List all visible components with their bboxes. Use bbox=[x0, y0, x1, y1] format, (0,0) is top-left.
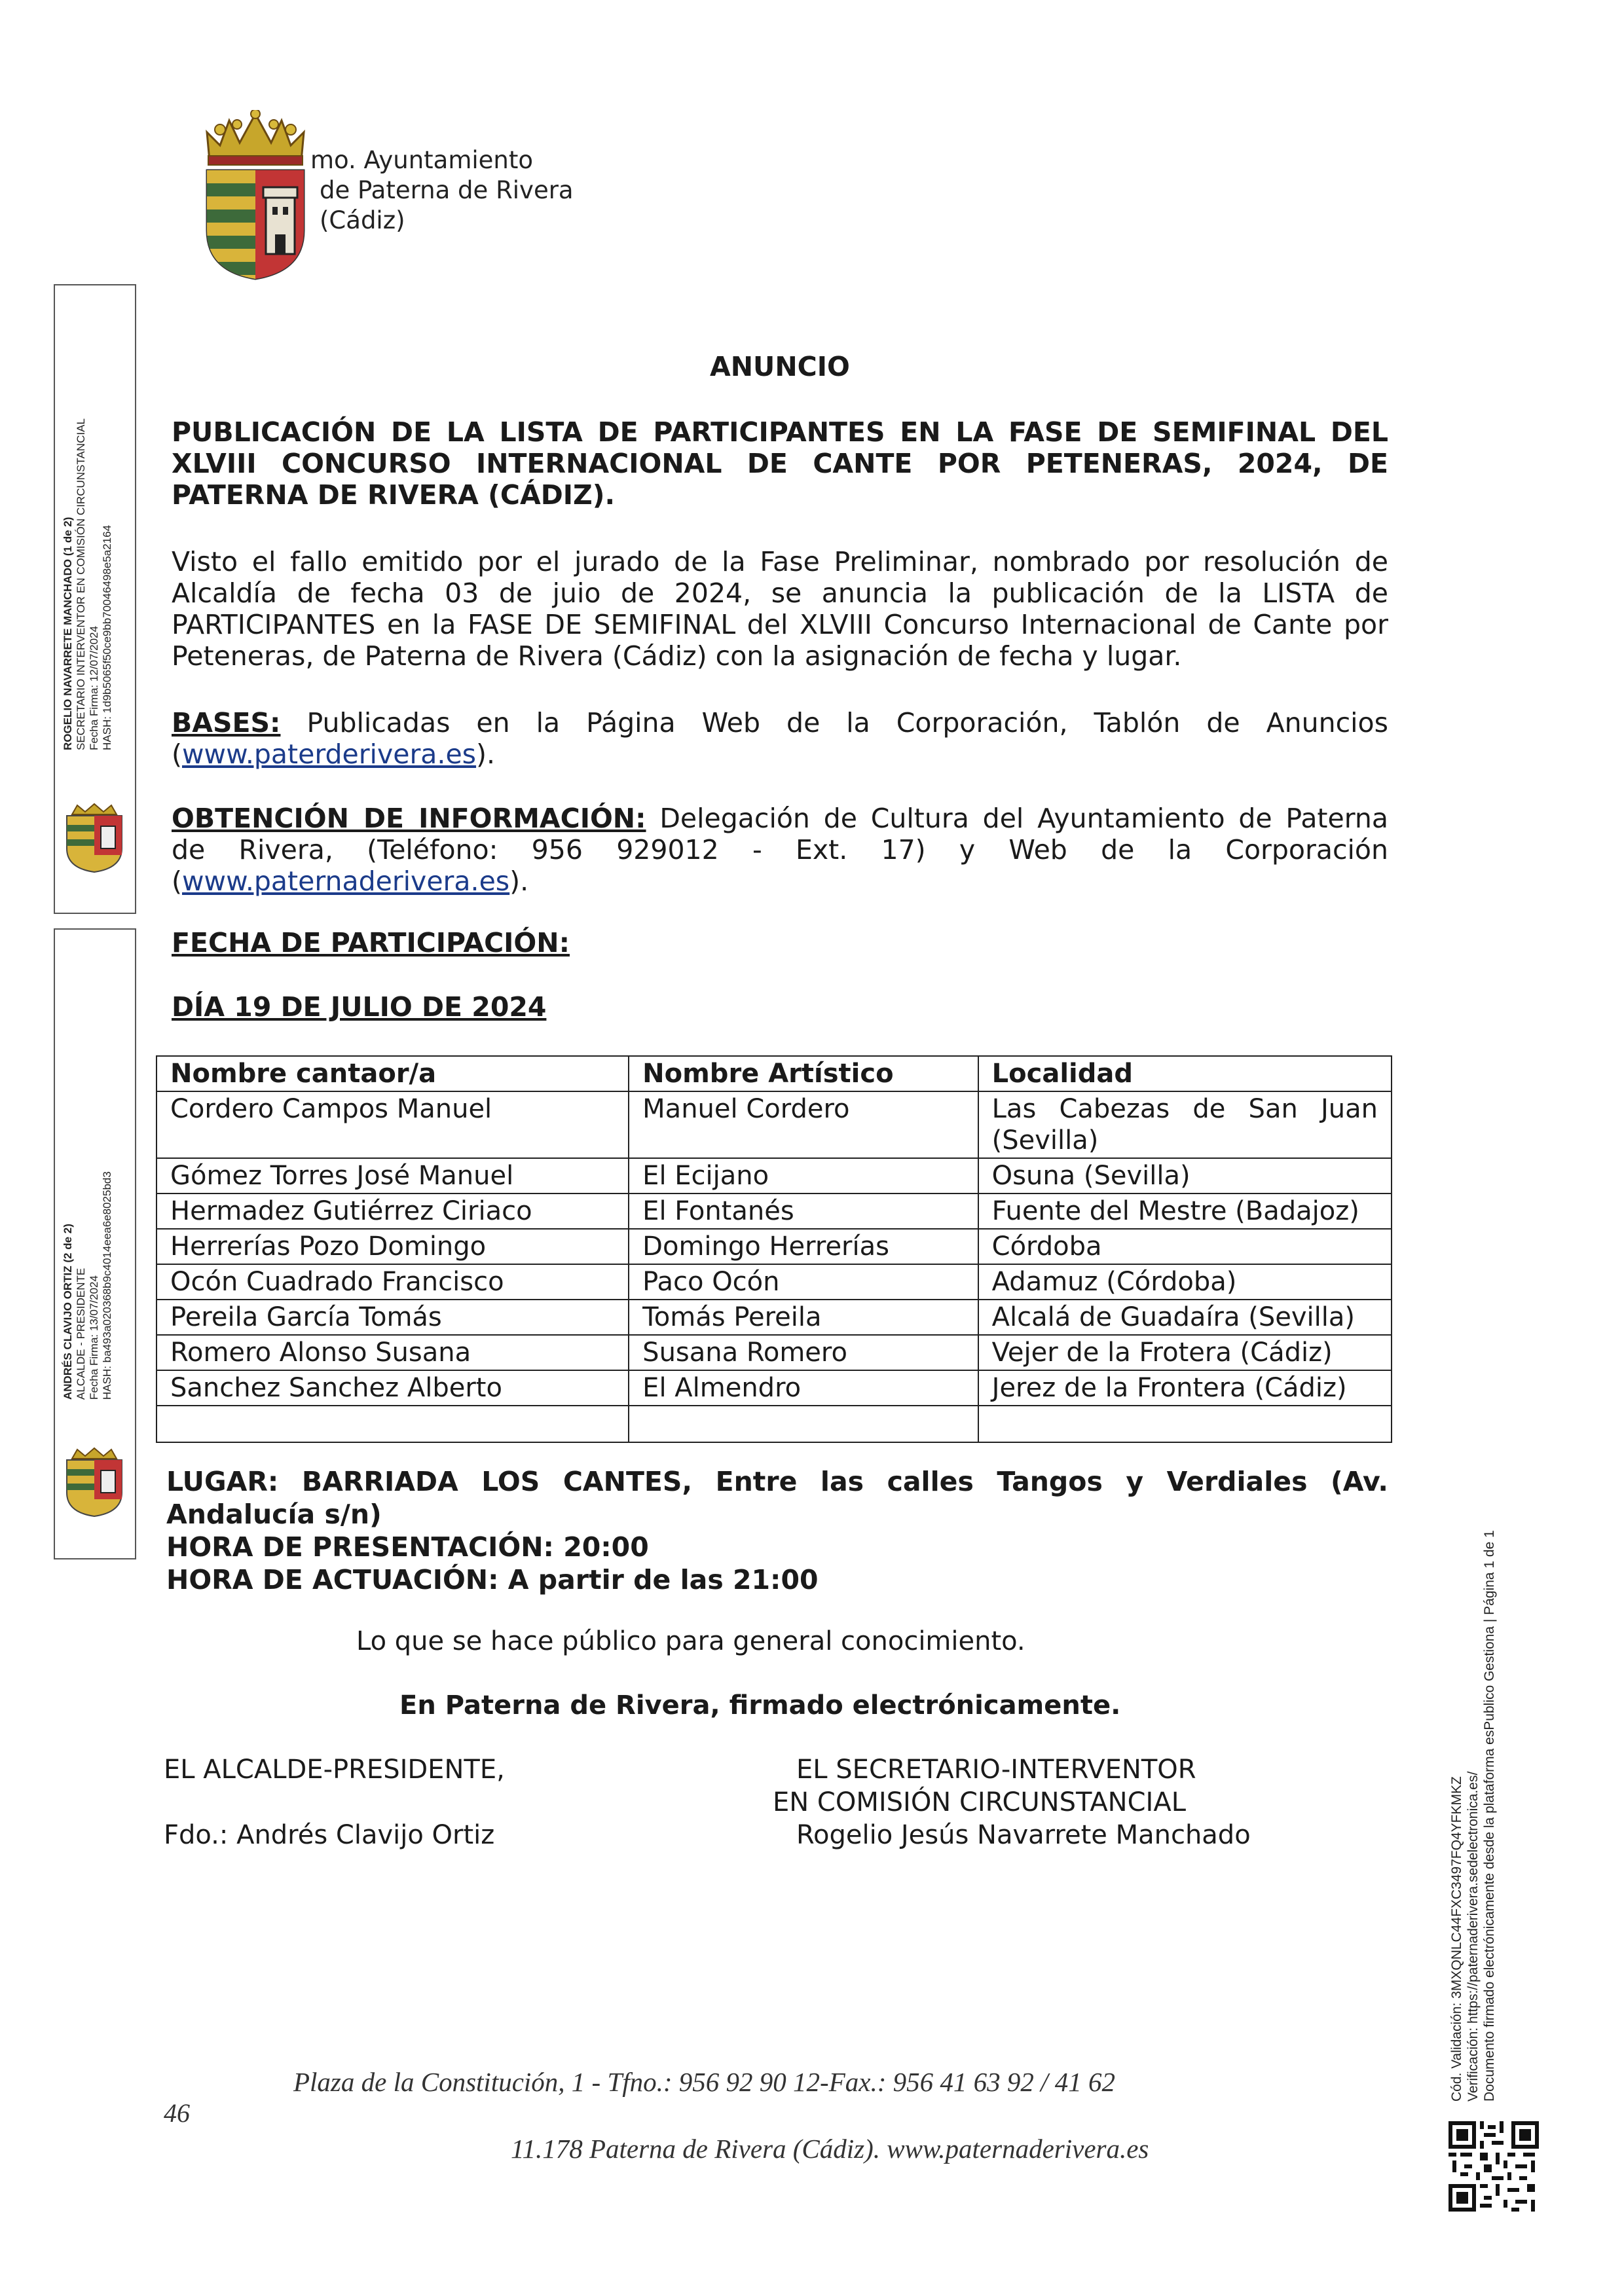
hora-presentacion: HORA DE PRESENTACIÓN: 20:00 bbox=[166, 1531, 649, 1563]
signature-right bbox=[773, 1753, 1251, 1851]
signature-left bbox=[164, 1753, 505, 1851]
heading-line-2: XLVIII CONCURSO INTERNACIONAL DE CANTE POR PETENERAS, 2024, DE bbox=[172, 448, 1388, 479]
header-line-3: (Cádiz) bbox=[320, 206, 405, 234]
header-line-1: mo. Ayuntamiento bbox=[310, 146, 534, 174]
signature-seal-icon bbox=[62, 1447, 127, 1519]
castle-tower-icon bbox=[263, 187, 297, 254]
info-label: OBTENCIÓN DE INFORMACIÓN: bbox=[172, 803, 646, 834]
table-row: Ocón Cuadrado Francisco Paco Ocón Adamuz (Córdoba) bbox=[157, 1264, 1392, 1300]
header-artistico: Nombre Artístico bbox=[629, 1056, 978, 1091]
intro-line-3: PARTICIPANTES en la FASE DE SEMIFINAL del XLVIII Concurso Internacional de Cante por bbox=[172, 609, 1388, 640]
hora-actuacion: HORA DE ACTUACIÓN: A partir de las 21:00 bbox=[166, 1564, 819, 1595]
participants-table bbox=[156, 1055, 1392, 1443]
validation-url: Verificación: https://paternaderivera.sedelectronica.es/ bbox=[1466, 1771, 1481, 2102]
secretario-role-1: EL SECRETARIO-INTERVENTOR bbox=[796, 1755, 1196, 1785]
dia-label: DÍA 19 DE JULIO DE 2024 bbox=[172, 991, 547, 1023]
info-text-1: Delegación de Cultura del Ayuntamiento de Paterna bbox=[659, 803, 1388, 834]
validation-platform: Documento firmado electrónicamente desde la plataforma esPublico Gestiona | Página 1 de 1 bbox=[1482, 1530, 1497, 2102]
stamp-2-role: ALCALDE - PRESIDENTE bbox=[75, 1267, 87, 1400]
table-row: Herrerías Pozo Domingo Domingo Herrerías Córdoba bbox=[157, 1229, 1392, 1264]
page-number: 46 bbox=[164, 2098, 190, 2128]
heading-line-1: PUBLICACIÓN DE LA LISTA DE PARTICIPANTES EN LA FASE DE SEMIFINAL DEL bbox=[172, 416, 1388, 448]
intro-line-2: Alcaldía de fecha 03 de juio de 2024, se anuncia la publicación de la LISTA de bbox=[172, 577, 1388, 609]
announcement-heading bbox=[172, 416, 1388, 511]
stamp-1-name: ROGELIO NAVARRETE MANCHADO (1 de 2) bbox=[62, 517, 74, 750]
table-row: Sanchez Sanchez Alberto El Almendro Jerez de la Frontera (Cádiz) bbox=[157, 1370, 1392, 1406]
alcalde-name: Fdo.: Andrés Clavijo Ortiz bbox=[164, 1820, 495, 1850]
bases-label: BASES: bbox=[172, 707, 281, 738]
table-row: Romero Alonso Susana Susana Romero Vejer de la Frotera (Cádiz) bbox=[157, 1335, 1392, 1370]
table-row: Hermadez Gutiérrez Ciriaco El Fontanés Fuente del Mestre (Badajoz) bbox=[157, 1194, 1392, 1229]
bases-paragraph: BASES: Publicadas en la Página Web de la Corporación, Tablón de Anuncios (www.paterderivera.es). bbox=[172, 707, 1388, 770]
table-row: Pereila García Tomás Tomás Pereila Alcalá de Guadaíra (Sevilla) bbox=[157, 1300, 1392, 1335]
intro-paragraph bbox=[172, 546, 1388, 672]
publico-text: Lo que se hace público para general conocimiento. bbox=[356, 1626, 1025, 1656]
table-row: Cordero Campos Manuel Manuel Cordero Las Cabezas de San Juan (Sevilla) bbox=[157, 1091, 1392, 1158]
table-header-row bbox=[157, 1056, 1392, 1091]
footer-city: 11.178 Paterna de Rivera (Cádiz). www.paternaderivera.es bbox=[511, 2134, 1149, 2164]
qr-code-icon bbox=[1449, 2121, 1539, 2212]
table-row: Gómez Torres José Manuel El Ecijano Osuna (Sevilla) bbox=[157, 1158, 1392, 1194]
intro-line-1: Visto el fallo emitido por el jurado de la Fase Preliminar, nombrado por resolución de bbox=[172, 546, 1388, 577]
secretario-name: Rogelio Jesús Navarrete Manchado bbox=[796, 1820, 1251, 1850]
coat-of-arms-icon bbox=[200, 110, 310, 282]
alcalde-role: EL ALCALDE-PRESIDENTE, bbox=[164, 1755, 505, 1785]
validation-text bbox=[1449, 1530, 1498, 2102]
firmado-text: En Paterna de Rivera, firmado electrónicamente. bbox=[399, 1690, 1121, 1721]
fecha-label: FECHA DE PARTICIPACIÓN: bbox=[172, 927, 570, 958]
header-line-2: de Paterna de Rivera bbox=[320, 176, 574, 204]
lugar-line-2: Andalucía s/n) bbox=[166, 1499, 382, 1530]
secretario-role-2: EN COMISIÓN CIRCUNSTANCIAL bbox=[773, 1787, 1186, 1817]
header-nombre: Nombre cantaor/a bbox=[157, 1056, 629, 1091]
validation-code: Cód. Validación: 3MXQNLC44FXC3497FQ4YFKMKZ bbox=[1449, 1776, 1464, 2102]
bases-link[interactable]: www.paterderivera.es bbox=[182, 738, 477, 770]
heading-line-3: PATERNA DE RIVERA (CÁDIZ). bbox=[172, 479, 616, 511]
signature-stamp-1 bbox=[54, 284, 136, 914]
stamp-2-date: Fecha Firma: 13/07/2024 bbox=[88, 1275, 100, 1400]
announcement-title: ANUNCIO bbox=[710, 351, 850, 382]
intro-line-4: Peteneras, de Paterna de Rivera (Cádiz) con la asignación de fecha y lugar. bbox=[172, 640, 1182, 672]
table-row-empty bbox=[157, 1406, 1392, 1442]
signature-stamp-2 bbox=[54, 928, 136, 1559]
stamp-2-name: ANDRÉS CLAVIJO ORTIZ (2 de 2) bbox=[62, 1224, 74, 1400]
lugar-block bbox=[166, 1465, 1388, 1596]
signature-seal-icon bbox=[62, 803, 127, 875]
bases-text: Publicadas en la Página Web de la Corporación, Tablón de Anuncios bbox=[306, 707, 1388, 738]
header-localidad: Localidad bbox=[978, 1056, 1392, 1091]
info-paragraph: OBTENCIÓN DE INFORMACIÓN: Delegación de Cultura del Ayuntamiento de Paterna de Rivera, (Teléfono: 956 929012 - Ext. 17) y Web de la Corporación (www.paternaderivera.es). bbox=[172, 803, 1388, 897]
info-link[interactable]: www.paternaderivera.es bbox=[182, 866, 510, 897]
crown-icon bbox=[207, 110, 304, 165]
stamp-1-role: SECRETARIO INTERVENTOR EN COMISIÓN CIRCUNSTANCIAL bbox=[75, 418, 87, 750]
stamp-1-date: Fecha Firma: 12/07/2024 bbox=[88, 626, 100, 750]
info-text-2: de Rivera, (Teléfono: 956 929012 - Ext. 17) y Web de la Corporación bbox=[172, 834, 1388, 866]
stamp-1-hash: HASH: 1d9b5065f50ce9bb70046498e5a2164 bbox=[101, 524, 113, 750]
header-institution bbox=[310, 145, 574, 236]
footer-address: Plaza de la Constitución, 1 - Tfno.: 956 92 90 12-Fax.: 956 41 63 92 / 41 62 bbox=[293, 2067, 1115, 2097]
lugar-line-1: LUGAR: BARRIADA LOS CANTES, Entre las calles Tangos y Verdiales (Av. bbox=[166, 1466, 1388, 1497]
stamp-2-hash: HASH: ba493a020368b9c4014eea6e8025bd3 bbox=[101, 1171, 113, 1400]
